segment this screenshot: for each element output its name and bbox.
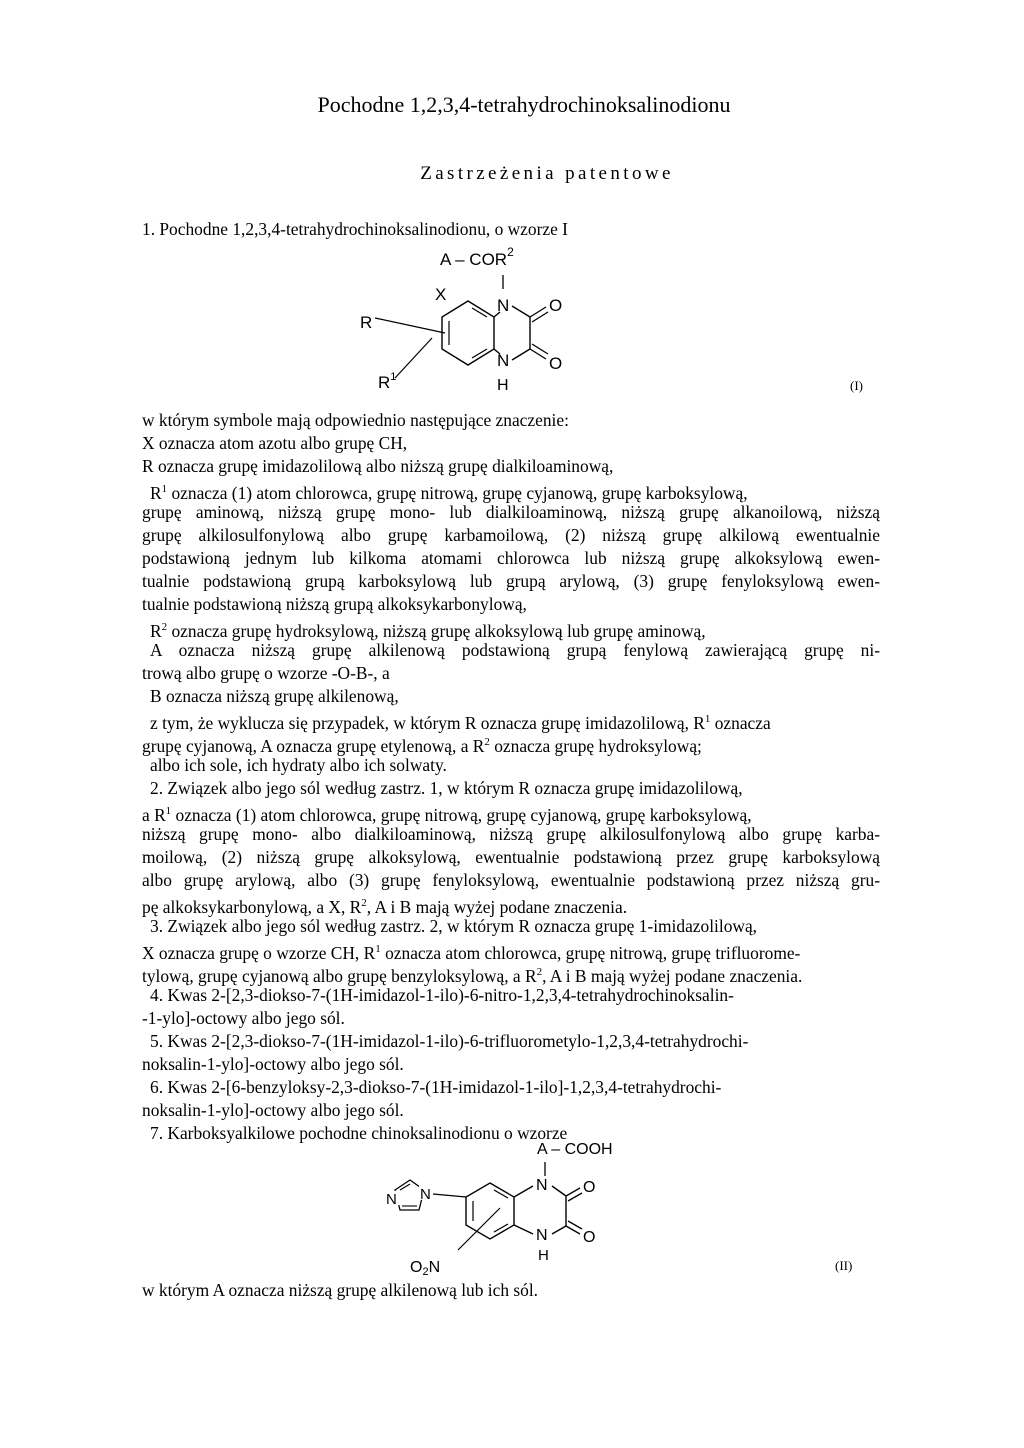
formula-I (320, 238, 900, 428)
text-line: grupę aminową, niższą grupę mono- lub dialkiloaminową, niższą grupę alkanoilową, niższą (142, 502, 880, 522)
bond (552, 1186, 566, 1196)
substituent-R-bond (375, 318, 445, 333)
claim-4: 4. Kwas 2-[2,3-diokso-7-(1H-imidazol-1-ilo)-6-nitro-1,2,3,4-tetrahydrochinoksalin- (150, 985, 734, 1005)
text-line: w którym symbole mają odpowiednio następujące znaczenie: (142, 410, 569, 430)
double-bond (472, 349, 487, 358)
text-line: z tym, że wyklucza się przypadek, w którym R oznacza grupę imidazolilową, $R^1$ oznacza (150, 712, 771, 733)
double-bond (494, 1190, 508, 1198)
formula-I-label: (I) (850, 378, 863, 393)
text-line: pę alkoksykarbonylową, a X, $R^2$, A i B mają wyżej podane znaczenia. (142, 896, 628, 917)
bond (552, 1226, 566, 1234)
formula-II-label: (II) (835, 1258, 853, 1273)
claim-1-intro: 1. Pochodne 1,2,3,4-tetrahydrochinoksalinodionu, o wzorze I (142, 219, 568, 239)
atom-O-bottom: O (583, 1229, 596, 1246)
text-line: w którym A oznacza niższą grupę alkilenową lub ich sól. (142, 1280, 539, 1300)
text-line: A oznacza niższą grupę alkilenową podstawioną grupą fenylową zawierającą grupę ni- (150, 640, 880, 660)
atom-N-bottom: N (536, 1227, 548, 1244)
claim-6: 6. Kwas 2-[6-benzyloksy-2,3-diokso-7-(1H-imidazol-1-ilo]-1,2,3,4-tetrahydrochi- (150, 1077, 722, 1097)
atom-H: H (538, 1247, 549, 1264)
atom-O-top: O (583, 1179, 596, 1196)
text-line: noksalin-1-ylo]-octowy albo jego sól. (142, 1054, 404, 1074)
text-line: grupę cyjanową, A oznacza grupę etylenową, a $R^2$ oznacza grupę hydroksylową; (142, 735, 702, 756)
claim-5: 5. Kwas 2-[2,3-diokso-7-(1H-imidazol-1-ilo)-6-trifluorometylo-1,2,3,4-tetrahydrochi- (150, 1031, 749, 1051)
claim-2: 2. Związek albo jego sól według zastrz. 1, w którym R oznacza grupę imidazolilową, (150, 778, 743, 798)
nitro-bond (458, 1208, 500, 1250)
bond (512, 349, 530, 360)
atom-N-top: N (536, 1177, 548, 1194)
text-line: -1-ylo]-octowy albo jego sól. (142, 1008, 345, 1028)
benzene-ring (442, 301, 494, 365)
atom-R: R (360, 313, 373, 332)
text-line: B oznacza niższą grupę alkilenową, (150, 686, 399, 706)
atom-O-top: O (549, 296, 563, 315)
text-line: albo ich sole, ich hydraty albo ich solwaty. (150, 755, 447, 775)
text-line: tualnie podstawioną grupą karboksylową lub grupą arylową, (3) grupę fenyloksylową ewen- (142, 571, 880, 591)
atom-N-bottom: N (497, 351, 510, 370)
substituent-R1-bond (395, 338, 432, 378)
bond (514, 1225, 533, 1234)
imidazole-N3: N (386, 1191, 397, 1208)
nitro-group: O2N (410, 1259, 441, 1278)
atom-X: X (435, 285, 447, 304)
formula-II-substituent: A – COOH (537, 1141, 613, 1158)
text-line: tualnie podstawioną niższą grupą alkoksykarbonylową, (142, 594, 527, 614)
claim-7: 7. Karboksyalkilowe pochodne chinoksalinodionu o wzorze (150, 1123, 568, 1143)
double-bond (494, 1224, 508, 1232)
text-line: a $R^1$ oznacza (1) atom chlorowca, grupę nitrową, grupę cyjanową, grupę karboksylową, (142, 804, 752, 825)
text-line: tylową, grupę cyjanową albo grupę benzyloksylową, a $R^2$, A i B mają wyżej podane znaczenia. (142, 965, 803, 986)
bond (514, 1186, 533, 1197)
imidazole-N1: N (420, 1186, 431, 1203)
atom-O-bottom: O (549, 354, 563, 373)
text-line: R oznacza grupę imidazolilową albo niższą grupę dialkiloaminową, (142, 456, 614, 476)
text-line: $R^2$ oznacza grupę hydroksylową, niższą grupę alkoksylową lub grupę aminową, (150, 620, 706, 641)
text-line: moilową, (2) niższą grupę alkoksylową, ewentualnie podstawioną przez grupę karboksylową (142, 847, 880, 867)
text-line: X oznacza grupę o wzorze CH, $R^1$ oznacza atom chlorowca, grupę nitrową, grupę trifluorome- (142, 942, 801, 963)
text-line: grupę alkilosulfonylową albo grupę karbamoilową, (2) niższą grupę alkilową ewentualnie (142, 525, 880, 545)
double-bond (472, 308, 487, 317)
claim-3: 3. Związek albo jego sól według zastrz. 2, w którym R oznacza grupę 1-imidazolilową, (150, 916, 758, 936)
atom-N-top: N (497, 296, 510, 315)
section-heading: Zastrzeżenia patentowe (420, 163, 674, 184)
bond (433, 1194, 466, 1197)
text-line: noksalin-1-ylo]-octowy albo jego sól. (142, 1100, 404, 1120)
text-line: albo grupę arylową, albo (3) grupę fenyloksylową, ewentualnie podstawioną przez niższą gru- (142, 870, 880, 890)
text-line: trową albo grupę o wzorze -O-B-, a (142, 663, 390, 683)
text-line: $R^1$ oznacza (1) atom chlorowca, grupę nitrową, grupę cyjanową, grupę karboksylową, (150, 482, 748, 503)
atom-H: H (497, 377, 509, 394)
bond (512, 306, 530, 317)
formula-I-substituent: A – COR$^2$ (440, 245, 514, 269)
page-title: Pochodne 1,2,3,4-tetrahydrochinoksalinodionu (317, 92, 731, 117)
atom-R1: $R^1$ (378, 371, 397, 392)
text-line: podstawioną jednym lub kilkoma atomami chlorowca lub niższą grupę alkoksylową ewen- (142, 548, 880, 568)
text-line: X oznacza atom azotu albo grupę CH, (142, 433, 408, 453)
text-line: niższą grupę mono- albo dialkiloaminową, niższą grupę alkilosulfonylową albo grupę karba- (142, 824, 880, 844)
